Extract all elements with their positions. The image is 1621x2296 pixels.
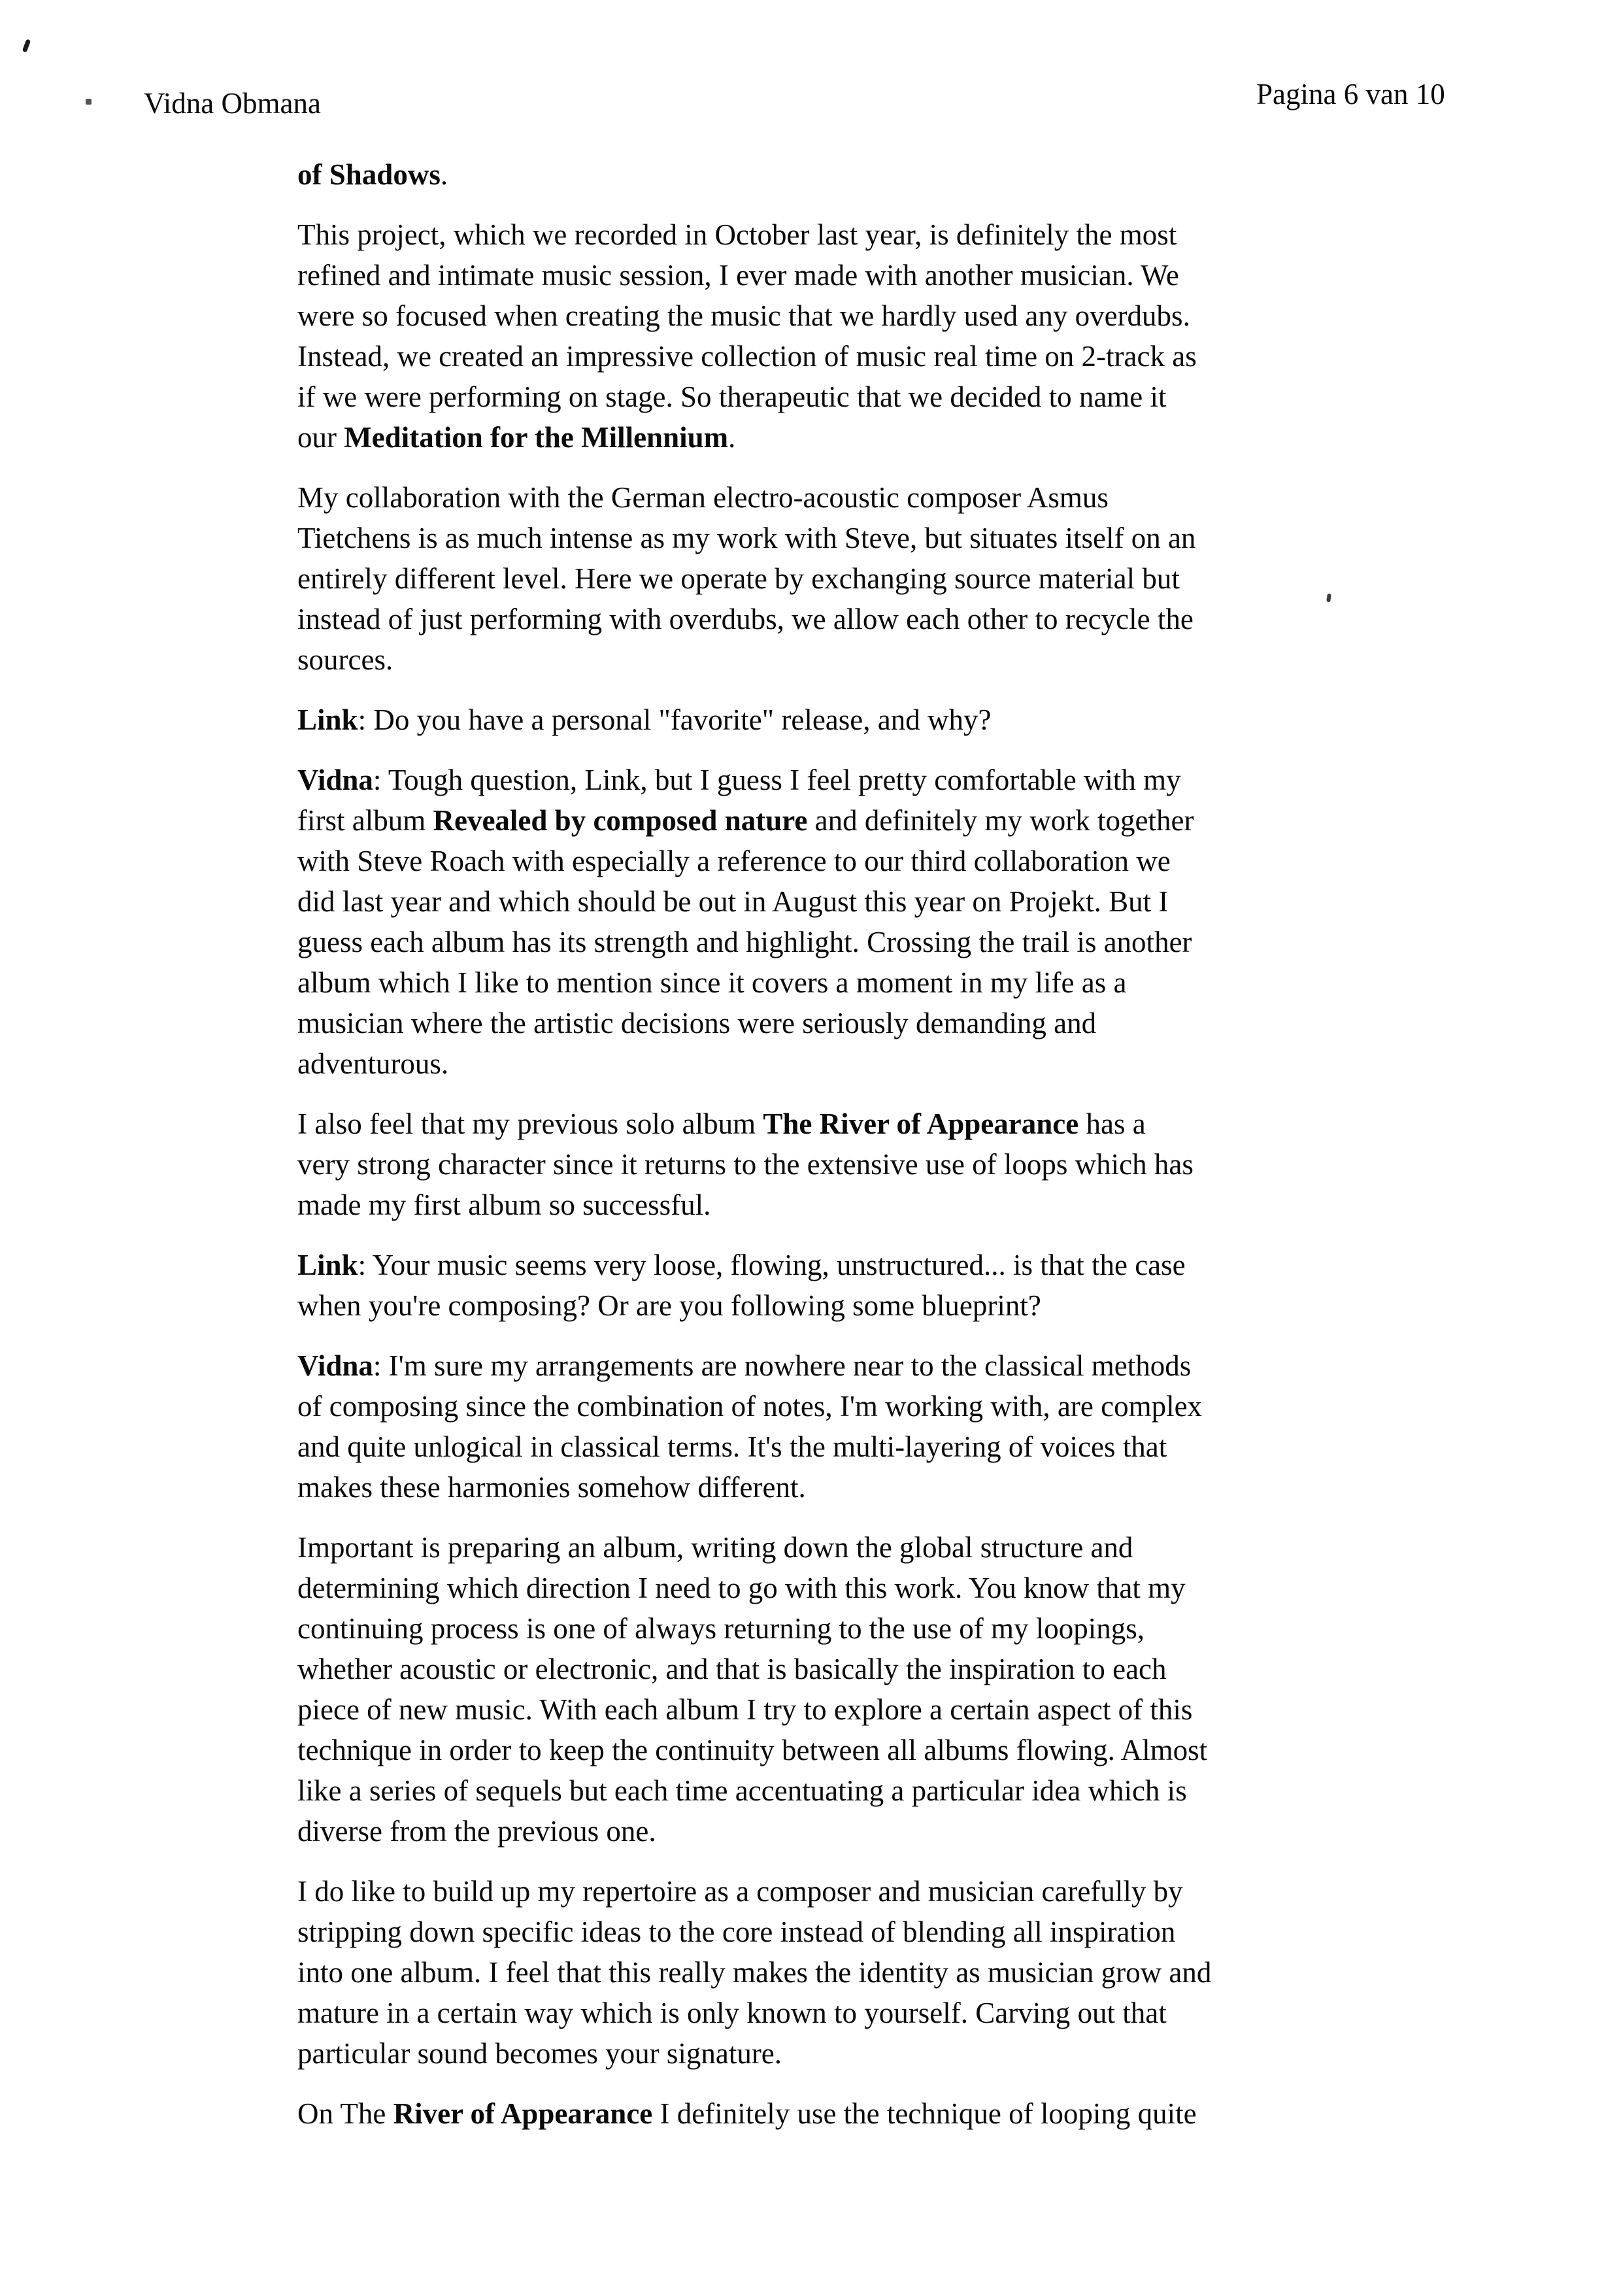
bold-text-segment: of Shadows (297, 158, 441, 191)
text-line (297, 1811, 1356, 1851)
text-line (297, 962, 1356, 1003)
text-segment: of composing since the combination of notes, I'm working with, are complex (297, 1390, 1203, 1423)
text-line (297, 154, 1356, 195)
text-segment: makes these harmonies somehow different. (297, 1471, 806, 1504)
text-segment: instead of just performing with overdubs, we allow each other to recycle the (297, 603, 1194, 635)
text-line (297, 1185, 1356, 1225)
text-line (297, 1689, 1356, 1730)
text-line (297, 1730, 1356, 1770)
text-line (297, 1245, 1356, 1285)
content (297, 154, 1356, 2153)
text-segment: has a (1078, 1107, 1146, 1140)
header-page-number: Pagina 6 van 10 (1256, 78, 1445, 110)
text-line (297, 1608, 1356, 1649)
text-line (297, 255, 1356, 295)
text-segment: This project, which we recorded in October last year, is definitely the most (297, 218, 1177, 251)
paragraph (297, 1527, 1356, 1851)
text-segment: musician where the artistic decisions were seriously demanding and (297, 1007, 1097, 1039)
text-segment: My collaboration with the German electro-acoustic composer Asmus (297, 481, 1109, 514)
text-segment: and quite unlogical in classical terms. It's the multi-layering of voices that (297, 1430, 1167, 1463)
text-line (297, 922, 1356, 962)
text-line (297, 700, 1356, 740)
paragraph (297, 1245, 1356, 1326)
paragraph (297, 760, 1356, 1084)
text-segment: particular sound becomes your signature. (297, 2037, 782, 2070)
text-segment: piece of new music. With each album I try to explore a certain aspect of this (297, 1693, 1193, 1726)
text-segment: Tietchens is as much intense as my work with Steve, but situates itself on an (297, 522, 1196, 554)
text-segment: . (728, 421, 736, 454)
text-line (297, 1649, 1356, 1689)
text-line (297, 800, 1356, 841)
paragraph (297, 2093, 1356, 2134)
paragraph (297, 1871, 1356, 2074)
text-line (297, 1527, 1356, 1568)
text-segment: I do like to build up my repertoire as a composer and musician carefully by (297, 1875, 1183, 1908)
text-segment: guess each album has its strength and highlight. Crossing the trail is another (297, 926, 1192, 958)
text-line (297, 1104, 1356, 1144)
text-segment: determining which direction I need to go with this work. You know that my (297, 1572, 1186, 1604)
paragraph (297, 700, 1356, 740)
text-line (297, 760, 1356, 800)
text-segment: I definitely use the technique of looping quite (652, 2097, 1197, 2130)
text-segment: whether acoustic or electronic, and that is basically the inspiration to each (297, 1653, 1167, 1685)
text-segment: : Tough question, Link, but I guess I feel pretty comfortable with my (373, 764, 1181, 796)
text-segment: made my first album so successful. (297, 1189, 711, 1221)
text-segment: first album (297, 804, 433, 837)
text-line (297, 377, 1356, 417)
text-segment: diverse from the previous one. (297, 1815, 656, 1848)
text-line (297, 1043, 1356, 1084)
text-segment: technique in order to keep the continuity between all albums flowing. Almost (297, 1734, 1208, 1766)
text-line (297, 1952, 1356, 1993)
text-line (297, 1912, 1356, 1952)
paragraph (297, 477, 1356, 680)
text-segment: Important is preparing an album, writing down the global structure and (297, 1531, 1133, 1564)
text-segment: like a series of sequels but each time accentuating a particular idea which is (297, 1774, 1187, 1807)
text-segment: Instead, we created an impressive collection of music real time on 2-track as (297, 340, 1197, 373)
ink-speck-left-margin (86, 99, 92, 105)
text-segment: : Do you have a personal "favorite" release, and why? (358, 703, 992, 736)
text-line (297, 1003, 1356, 1043)
text-segment: . (440, 158, 448, 191)
text-line (297, 417, 1356, 458)
text-line (297, 336, 1356, 377)
bold-text-segment: Revealed by composed nature (433, 804, 808, 837)
text-segment: I also feel that my previous solo album (297, 1107, 763, 1140)
text-line (297, 1871, 1356, 1912)
text-segment: did last year and which should be out in August this year on Projekt. But I (297, 885, 1169, 918)
text-line (297, 1568, 1356, 1608)
text-line (297, 881, 1356, 922)
text-segment: our (297, 421, 344, 454)
bold-text-segment: The River of Appearance (763, 1107, 1079, 1140)
ink-speck-top-left (22, 39, 31, 52)
text-segment: entirely different level. Here we operate by exchanging source material but (297, 562, 1180, 595)
text-segment: album which I like to mention since it covers a moment in my life as a (297, 966, 1127, 999)
text-line (297, 1427, 1356, 1467)
text-segment: were so focused when creating the music that we hardly used any overdubs. (297, 299, 1190, 332)
text-line (297, 214, 1356, 255)
text-segment: when you're composing? Or are you following some blueprint? (297, 1289, 1041, 1322)
text-segment: very strong character since it returns to the extensive use of loops which has (297, 1148, 1194, 1181)
bold-text-segment: Link (297, 703, 358, 736)
text-segment: stripping down specific ideas to the core instead of blending all inspiration (297, 1916, 1176, 1948)
text-segment: : I'm sure my arrangements are nowhere near to the classical methods (373, 1349, 1192, 1382)
text-line (297, 1285, 1356, 1326)
text-line (297, 1345, 1356, 1386)
text-segment: mature in a certain way which is only known to yourself. Carving out that (297, 1997, 1167, 2029)
text-line (297, 2093, 1356, 2134)
text-line (297, 518, 1356, 558)
text-segment: into one album. I feel that this really makes the identity as musician grow and (297, 1956, 1212, 1989)
text-line (297, 1144, 1356, 1185)
text-segment: On The (297, 2097, 393, 2130)
paragraph (297, 1104, 1356, 1225)
text-line (297, 1467, 1356, 1508)
text-segment: adventurous. (297, 1047, 449, 1080)
text-line (297, 558, 1356, 599)
text-line (297, 2033, 1356, 2074)
text-segment: continuing process is one of always returning to the use of my loopings, (297, 1612, 1145, 1645)
text-line (297, 477, 1356, 518)
paragraph (297, 154, 1356, 195)
bold-text-segment: River of Appearance (393, 2097, 653, 2130)
text-line (297, 295, 1356, 336)
text-segment: and definitely my work together (807, 804, 1194, 837)
text-line (297, 841, 1356, 881)
bold-text-segment: Link (297, 1249, 358, 1281)
paragraph (297, 214, 1356, 458)
bold-text-segment: Vidna (297, 1349, 373, 1382)
text-segment: sources. (297, 643, 393, 676)
paragraph (297, 1345, 1356, 1508)
text-line (297, 1770, 1356, 1811)
text-segment: with Steve Roach with especially a reference to our third collaboration we (297, 845, 1171, 877)
bold-text-segment: Vidna (297, 764, 373, 796)
text-line (297, 639, 1356, 680)
bold-text-segment: Meditation for the Millennium (344, 421, 729, 454)
text-line (297, 599, 1356, 639)
header-document-title: Vidna Obmana (144, 87, 321, 120)
text-segment: if we were performing on stage. So therapeutic that we decided to name it (297, 380, 1167, 413)
text-segment: refined and intimate music session, I ever made with another musician. We (297, 259, 1179, 292)
text-segment: : Your music seems very loose, flowing, unstructured... is that the case (358, 1249, 1186, 1281)
text-line (297, 1386, 1356, 1427)
text-line (297, 1993, 1356, 2033)
